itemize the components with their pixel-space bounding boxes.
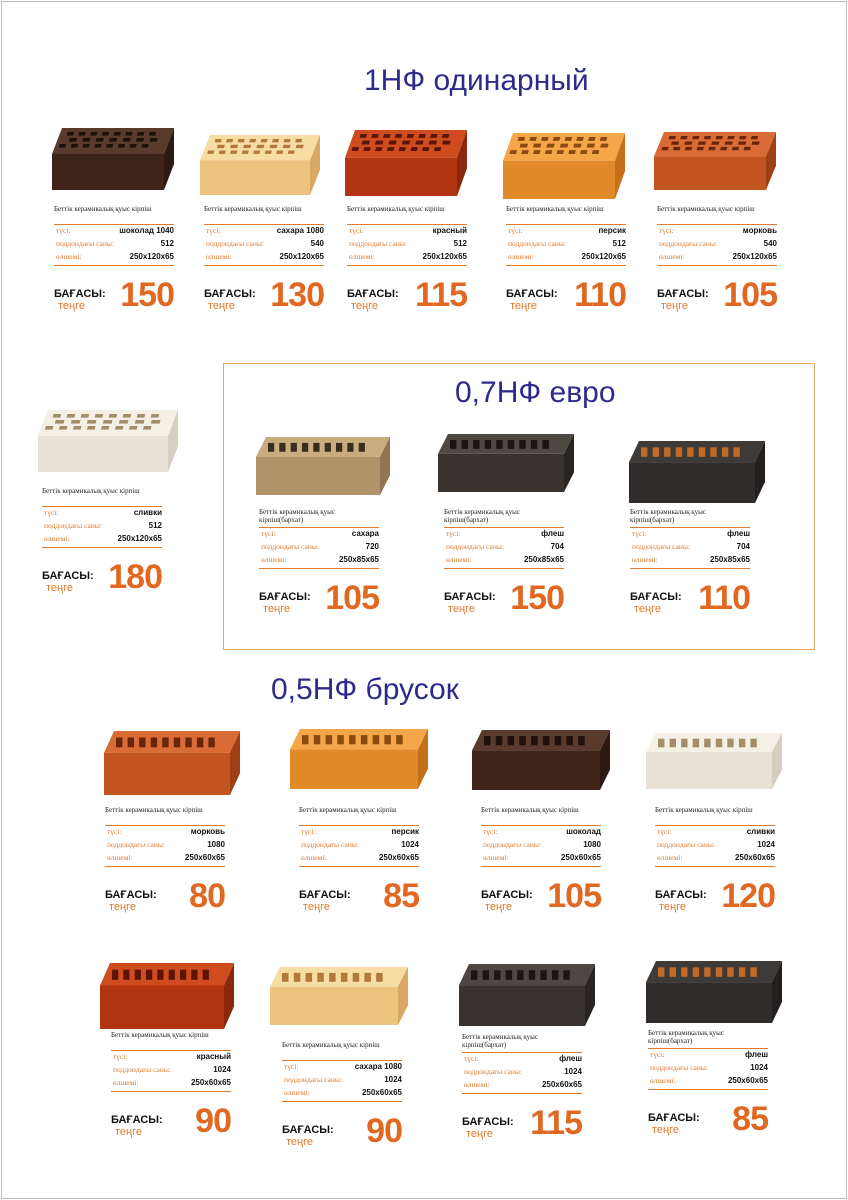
product-color-label: түсі: xyxy=(657,827,672,836)
brick-image xyxy=(438,434,574,492)
product-quantity-value: 1024 xyxy=(213,1065,231,1074)
product-size-label: өлшемі: xyxy=(446,555,472,564)
product-color-row xyxy=(506,226,626,236)
product-quantity-row xyxy=(630,542,750,552)
price-currency: теңге xyxy=(263,603,290,615)
price-currency: теңге xyxy=(634,603,661,615)
separator xyxy=(657,265,777,266)
product-size-value: 250x120x65 xyxy=(422,252,467,261)
product-color-value: флеш xyxy=(727,529,750,538)
price-value: 120 xyxy=(721,877,775,915)
product-color-label: түсі: xyxy=(632,529,647,538)
product-color-value: сливки xyxy=(746,827,775,836)
product-card xyxy=(481,806,601,934)
product-color-row xyxy=(630,529,750,539)
price-value: 180 xyxy=(108,558,162,596)
product-color-value: сахара 1080 xyxy=(276,226,324,235)
product-description: Беттік керамикалық қуыс кірпіш(бархат) xyxy=(444,508,520,524)
brick-image xyxy=(290,729,428,789)
separator xyxy=(506,224,626,225)
product-size-value: 250x120x65 xyxy=(279,252,324,261)
product-description: Беттік керамикалық қуыс кірпіш xyxy=(347,205,445,213)
separator xyxy=(462,1093,582,1094)
separator xyxy=(105,825,225,826)
product-card xyxy=(259,508,379,636)
product-color-label: түсі: xyxy=(206,226,221,235)
product-color-row xyxy=(259,529,379,539)
product-quantity-row xyxy=(42,521,162,531)
section-title-05nf: 0,5НФ брусок xyxy=(271,673,459,706)
brick-image xyxy=(52,128,174,190)
product-size-value: 250x60x65 xyxy=(727,1076,768,1085)
separator xyxy=(42,506,162,507)
product-size-label: өлшемі: xyxy=(261,555,287,564)
product-quantity-label: поддондағы саны: xyxy=(446,542,504,551)
product-color-value: морковь xyxy=(190,827,225,836)
product-color-row xyxy=(648,1050,768,1060)
product-color-label: түсі: xyxy=(44,508,59,517)
product-size-row xyxy=(444,555,564,565)
product-quantity-label: поддондағы саны: xyxy=(206,239,264,248)
product-quantity-value: 1024 xyxy=(750,1063,768,1072)
product-size-row xyxy=(299,853,419,863)
product-quantity-value: 720 xyxy=(365,542,379,551)
product-size-row xyxy=(282,1088,402,1098)
brick-image xyxy=(104,731,240,795)
price-value: 85 xyxy=(732,1100,768,1138)
product-color-label: түсі: xyxy=(446,529,461,538)
price-value: 80 xyxy=(189,877,225,915)
brick-image xyxy=(503,133,625,199)
product-quantity-value: 1080 xyxy=(583,840,601,849)
product-description: Беттік керамикалық қуыс кірпіш xyxy=(54,205,152,213)
product-color-row xyxy=(282,1062,402,1072)
product-quantity-label: поддондағы саны: xyxy=(113,1065,171,1074)
separator xyxy=(42,547,162,548)
product-color-row xyxy=(481,827,601,837)
product-size-label: өлшемі: xyxy=(107,853,133,862)
brick-image xyxy=(654,132,776,190)
product-description: Беттік керамикалық қуыс кірпіш xyxy=(655,806,753,814)
price-label: БАҒАСЫ: xyxy=(655,889,707,901)
product-quantity-label: поддондағы саны: xyxy=(483,840,541,849)
price-value: 105 xyxy=(325,579,379,617)
product-quantity-value: 540 xyxy=(310,239,324,248)
price-currency: теңге xyxy=(661,300,688,312)
product-color-row xyxy=(655,827,775,837)
separator xyxy=(655,866,775,867)
product-color-label: түсі: xyxy=(56,226,71,235)
price-value: 115 xyxy=(530,1104,582,1142)
brick-image xyxy=(38,410,178,472)
product-quantity-value: 512 xyxy=(148,521,162,530)
product-size-value: 250x120x65 xyxy=(732,252,777,261)
product-size-label: өлшемі: xyxy=(659,252,685,261)
separator xyxy=(444,568,564,569)
product-color-value: красный xyxy=(196,1052,231,1061)
product-quantity-row xyxy=(299,840,419,850)
separator xyxy=(481,866,601,867)
product-size-label: өлшемі: xyxy=(657,853,683,862)
brick-image xyxy=(472,730,610,790)
separator xyxy=(657,224,777,225)
product-quantity-label: поддондағы саны: xyxy=(284,1075,342,1084)
product-color-row xyxy=(204,226,324,236)
product-description: Беттік керамикалық қуыс кірпіш(бархат) xyxy=(259,508,335,524)
separator xyxy=(54,224,174,225)
product-card xyxy=(347,205,467,333)
brick-image xyxy=(646,733,782,789)
product-size-label: өлшемі: xyxy=(349,252,375,261)
product-quantity-label: поддондағы саны: xyxy=(301,840,359,849)
product-size-label: өлшемі: xyxy=(301,853,327,862)
price-value: 115 xyxy=(415,276,467,314)
product-size-label: өлшемі: xyxy=(56,252,82,261)
price-currency: теңге xyxy=(46,582,73,594)
separator xyxy=(648,1089,768,1090)
product-size-row xyxy=(42,534,162,544)
separator xyxy=(481,825,601,826)
product-size-label: өлшемі: xyxy=(206,252,232,261)
separator xyxy=(347,224,467,225)
product-size-value: 250x60x65 xyxy=(734,853,775,862)
product-color-row xyxy=(657,226,777,236)
separator xyxy=(655,825,775,826)
product-color-row xyxy=(42,508,162,518)
price-label: БАҒАСЫ: xyxy=(462,1116,514,1128)
price-label: БАҒАСЫ: xyxy=(282,1124,334,1136)
price-label: БАҒАСЫ: xyxy=(481,889,533,901)
product-quantity-label: поддондағы саны: xyxy=(659,239,717,248)
product-size-label: өлшемі: xyxy=(464,1080,490,1089)
product-quantity-value: 704 xyxy=(550,542,564,551)
brick-image xyxy=(629,441,765,503)
price-label: БАҒАСЫ: xyxy=(259,591,311,603)
product-size-row xyxy=(105,853,225,863)
separator xyxy=(259,527,379,528)
product-size-label: өлшемі: xyxy=(483,853,509,862)
separator xyxy=(111,1050,231,1051)
product-description: Беттік керамикалық қуыс кірпіш xyxy=(299,806,397,814)
product-size-value: 250x85x65 xyxy=(523,555,564,564)
product-size-row xyxy=(462,1080,582,1090)
price-value: 90 xyxy=(195,1102,231,1140)
product-quantity-row xyxy=(282,1075,402,1085)
separator xyxy=(282,1060,402,1061)
product-size-value: 250x120x65 xyxy=(129,252,174,261)
separator xyxy=(299,825,419,826)
product-description: Беттік керамикалық қуыс кірпіш xyxy=(42,487,140,495)
product-quantity-label: поддондағы саны: xyxy=(56,239,114,248)
product-color-value: персик xyxy=(391,827,419,836)
product-color-label: түсі: xyxy=(483,827,498,836)
separator xyxy=(630,527,750,528)
price-label: БАҒАСЫ: xyxy=(444,591,496,603)
section-title-1nf: 1НФ одинарный xyxy=(364,64,589,97)
product-color-value: персик xyxy=(598,226,626,235)
product-size-value: 250x60x65 xyxy=(184,853,225,862)
product-card xyxy=(657,205,777,333)
product-size-value: 250x85x65 xyxy=(338,555,379,564)
product-description: Беттік керамикалық қуыс кірпіш xyxy=(204,205,302,213)
product-size-label: өлшемі: xyxy=(632,555,658,564)
price-currency: теңге xyxy=(286,1136,313,1148)
product-card xyxy=(42,487,162,615)
price-currency: теңге xyxy=(208,300,235,312)
product-quantity-value: 1080 xyxy=(207,840,225,849)
price-value: 150 xyxy=(510,579,564,617)
brick-image xyxy=(200,135,320,195)
price-label: БАҒАСЫ: xyxy=(506,288,558,300)
product-size-value: 250x60x65 xyxy=(190,1078,231,1087)
product-description: Беттік керамикалық қуыс кірпіш xyxy=(282,1041,380,1049)
product-card xyxy=(299,806,419,934)
separator xyxy=(347,265,467,266)
product-quantity-row xyxy=(444,542,564,552)
brick-image xyxy=(345,130,467,196)
product-quantity-label: поддондағы саны: xyxy=(464,1067,522,1076)
product-color-value: флеш xyxy=(745,1050,768,1059)
product-size-value: 250x60x65 xyxy=(378,853,419,862)
product-card xyxy=(204,205,324,333)
price-label: БАҒАСЫ: xyxy=(54,288,106,300)
product-size-value: 250x60x65 xyxy=(560,853,601,862)
product-color-row xyxy=(111,1052,231,1062)
product-color-value: сливки xyxy=(133,508,162,517)
brick-image xyxy=(256,437,390,495)
product-color-value: флеш xyxy=(559,1054,582,1063)
separator xyxy=(462,1052,582,1053)
product-quantity-value: 1024 xyxy=(564,1067,582,1076)
separator xyxy=(54,265,174,266)
product-color-row xyxy=(299,827,419,837)
price-currency: теңге xyxy=(58,300,85,312)
product-color-label: түсі: xyxy=(107,827,122,836)
product-size-row xyxy=(630,555,750,565)
price-currency: теңге xyxy=(351,300,378,312)
product-card xyxy=(655,806,775,934)
separator xyxy=(111,1091,231,1092)
product-card xyxy=(54,205,174,333)
separator xyxy=(105,866,225,867)
brick-image xyxy=(459,964,595,1026)
product-description: Беттік керамикалық қуыс кірпіш(бархат) xyxy=(630,508,706,524)
product-color-label: түсі: xyxy=(508,226,523,235)
price-value: 110 xyxy=(698,579,750,617)
price-value: 150 xyxy=(120,276,174,314)
brick-image xyxy=(100,963,234,1029)
product-description: Беттік керамикалық қуыс кірпіш xyxy=(111,1031,209,1039)
price-currency: теңге xyxy=(109,901,136,913)
separator xyxy=(204,265,324,266)
product-color-label: түсі: xyxy=(659,226,674,235)
product-color-row xyxy=(462,1054,582,1064)
product-size-row xyxy=(54,252,174,262)
product-color-label: түсі: xyxy=(113,1052,128,1061)
product-card xyxy=(648,1029,768,1157)
product-size-label: өлшемі: xyxy=(650,1076,676,1085)
product-card xyxy=(111,1031,231,1159)
product-quantity-value: 512 xyxy=(453,239,467,248)
product-size-row xyxy=(506,252,626,262)
separator xyxy=(630,568,750,569)
product-quantity-label: поддондағы саны: xyxy=(657,840,715,849)
product-quantity-row xyxy=(657,239,777,249)
separator xyxy=(259,568,379,569)
product-size-label: өлшемі: xyxy=(113,1078,139,1087)
product-size-row xyxy=(204,252,324,262)
price-value: 130 xyxy=(270,276,324,314)
product-quantity-value: 512 xyxy=(612,239,626,248)
product-size-value: 250x60x65 xyxy=(361,1088,402,1097)
product-color-value: морковь xyxy=(742,226,777,235)
product-quantity-label: поддондағы саны: xyxy=(349,239,407,248)
product-quantity-value: 704 xyxy=(736,542,750,551)
price-currency: теңге xyxy=(485,901,512,913)
product-card xyxy=(462,1033,582,1161)
product-card xyxy=(630,508,750,636)
product-color-label: түсі: xyxy=(464,1054,479,1063)
product-color-label: түсі: xyxy=(284,1062,299,1071)
product-description: Беттік керамикалық қуыс кірпіш(бархат) xyxy=(648,1029,724,1045)
price-label: БАҒАСЫ: xyxy=(299,889,351,901)
product-color-label: түсі: xyxy=(301,827,316,836)
product-quantity-row xyxy=(204,239,324,249)
price-value: 85 xyxy=(383,877,419,915)
product-size-value: 250x120x65 xyxy=(117,534,162,543)
product-color-row xyxy=(347,226,467,236)
product-quantity-row xyxy=(54,239,174,249)
product-size-label: өлшемі: xyxy=(508,252,534,261)
price-label: БАҒАСЫ: xyxy=(648,1112,700,1124)
separator xyxy=(648,1048,768,1049)
price-label: БАҒАСЫ: xyxy=(204,288,256,300)
price-value: 110 xyxy=(574,276,626,314)
product-card xyxy=(282,1041,402,1169)
product-color-value: флеш xyxy=(541,529,564,538)
product-size-row xyxy=(657,252,777,262)
product-color-row xyxy=(54,226,174,236)
product-quantity-value: 1024 xyxy=(401,840,419,849)
product-color-label: түсі: xyxy=(261,529,276,538)
product-description: Беттік керамикалық қуыс кірпіш xyxy=(657,205,755,213)
product-description: Беттік керамикалық қуыс кірпіш xyxy=(105,806,203,814)
product-quantity-row xyxy=(111,1065,231,1075)
brick-image xyxy=(270,967,408,1025)
price-currency: теңге xyxy=(303,901,330,913)
price-label: БАҒАСЫ: xyxy=(111,1114,163,1126)
price-label: БАҒАСЫ: xyxy=(105,889,157,901)
product-color-row xyxy=(444,529,564,539)
price-currency: теңге xyxy=(466,1128,493,1140)
product-size-row xyxy=(347,252,467,262)
product-quantity-value: 1024 xyxy=(757,840,775,849)
product-color-value: шоколад xyxy=(566,827,601,836)
product-quantity-row xyxy=(506,239,626,249)
product-size-row xyxy=(655,853,775,863)
product-quantity-row xyxy=(648,1063,768,1073)
separator xyxy=(299,866,419,867)
product-quantity-label: поддондағы саны: xyxy=(508,239,566,248)
product-quantity-row xyxy=(655,840,775,850)
product-description: Беттік керамикалық қуыс кірпіш xyxy=(481,806,579,814)
product-card xyxy=(105,806,225,934)
product-color-row xyxy=(105,827,225,837)
product-quantity-label: поддондағы саны: xyxy=(261,542,319,551)
product-quantity-value: 1024 xyxy=(384,1075,402,1084)
price-label: БАҒАСЫ: xyxy=(347,288,399,300)
product-size-row xyxy=(648,1076,768,1086)
price-label: БАҒАСЫ: xyxy=(630,591,682,603)
product-quantity-value: 540 xyxy=(763,239,777,248)
price-currency: теңге xyxy=(659,901,686,913)
product-quantity-label: поддондағы саны: xyxy=(44,521,102,530)
price-value: 90 xyxy=(366,1112,402,1150)
product-color-label: түсі: xyxy=(650,1050,665,1059)
product-quantity-row xyxy=(259,542,379,552)
product-color-label: түсі: xyxy=(349,226,364,235)
product-description: Беттік керамикалық қуыс кірпіш xyxy=(506,205,604,213)
product-color-value: красный xyxy=(432,226,467,235)
product-size-value: 250x85x65 xyxy=(709,555,750,564)
product-quantity-row xyxy=(481,840,601,850)
price-value: 105 xyxy=(547,877,601,915)
product-quantity-row xyxy=(462,1067,582,1077)
product-description: Беттік керамикалық қуыс кірпіш(бархат) xyxy=(462,1033,538,1049)
product-quantity-label: поддондағы саны: xyxy=(632,542,690,551)
product-quantity-row xyxy=(105,840,225,850)
product-card xyxy=(444,508,564,636)
product-color-value: сахара xyxy=(351,529,379,538)
separator xyxy=(204,224,324,225)
price-currency: теңге xyxy=(652,1124,679,1136)
separator xyxy=(444,527,564,528)
price-label: БАҒАСЫ: xyxy=(657,288,709,300)
price-value: 105 xyxy=(723,276,777,314)
product-size-row xyxy=(481,853,601,863)
product-color-value: шоколад 1040 xyxy=(119,226,174,235)
product-size-row xyxy=(259,555,379,565)
price-currency: теңге xyxy=(115,1126,142,1138)
product-color-value: сахара 1080 xyxy=(354,1062,402,1071)
product-quantity-label: поддондағы саны: xyxy=(107,840,165,849)
product-quantity-label: поддондағы саны: xyxy=(650,1063,708,1072)
separator xyxy=(282,1101,402,1102)
product-size-value: 250x60x65 xyxy=(541,1080,582,1089)
product-size-label: өлшемі: xyxy=(284,1088,310,1097)
product-quantity-row xyxy=(347,239,467,249)
brick-image xyxy=(646,961,782,1023)
product-size-value: 250x120x65 xyxy=(581,252,626,261)
section-title-07nf: 0,7НФ евро xyxy=(455,376,616,409)
product-card xyxy=(506,205,626,333)
price-label: БАҒАСЫ: xyxy=(42,570,94,582)
price-currency: теңге xyxy=(510,300,537,312)
product-size-label: өлшемі: xyxy=(44,534,70,543)
price-currency: теңге xyxy=(448,603,475,615)
product-size-row xyxy=(111,1078,231,1088)
separator xyxy=(506,265,626,266)
product-quantity-value: 512 xyxy=(160,239,174,248)
